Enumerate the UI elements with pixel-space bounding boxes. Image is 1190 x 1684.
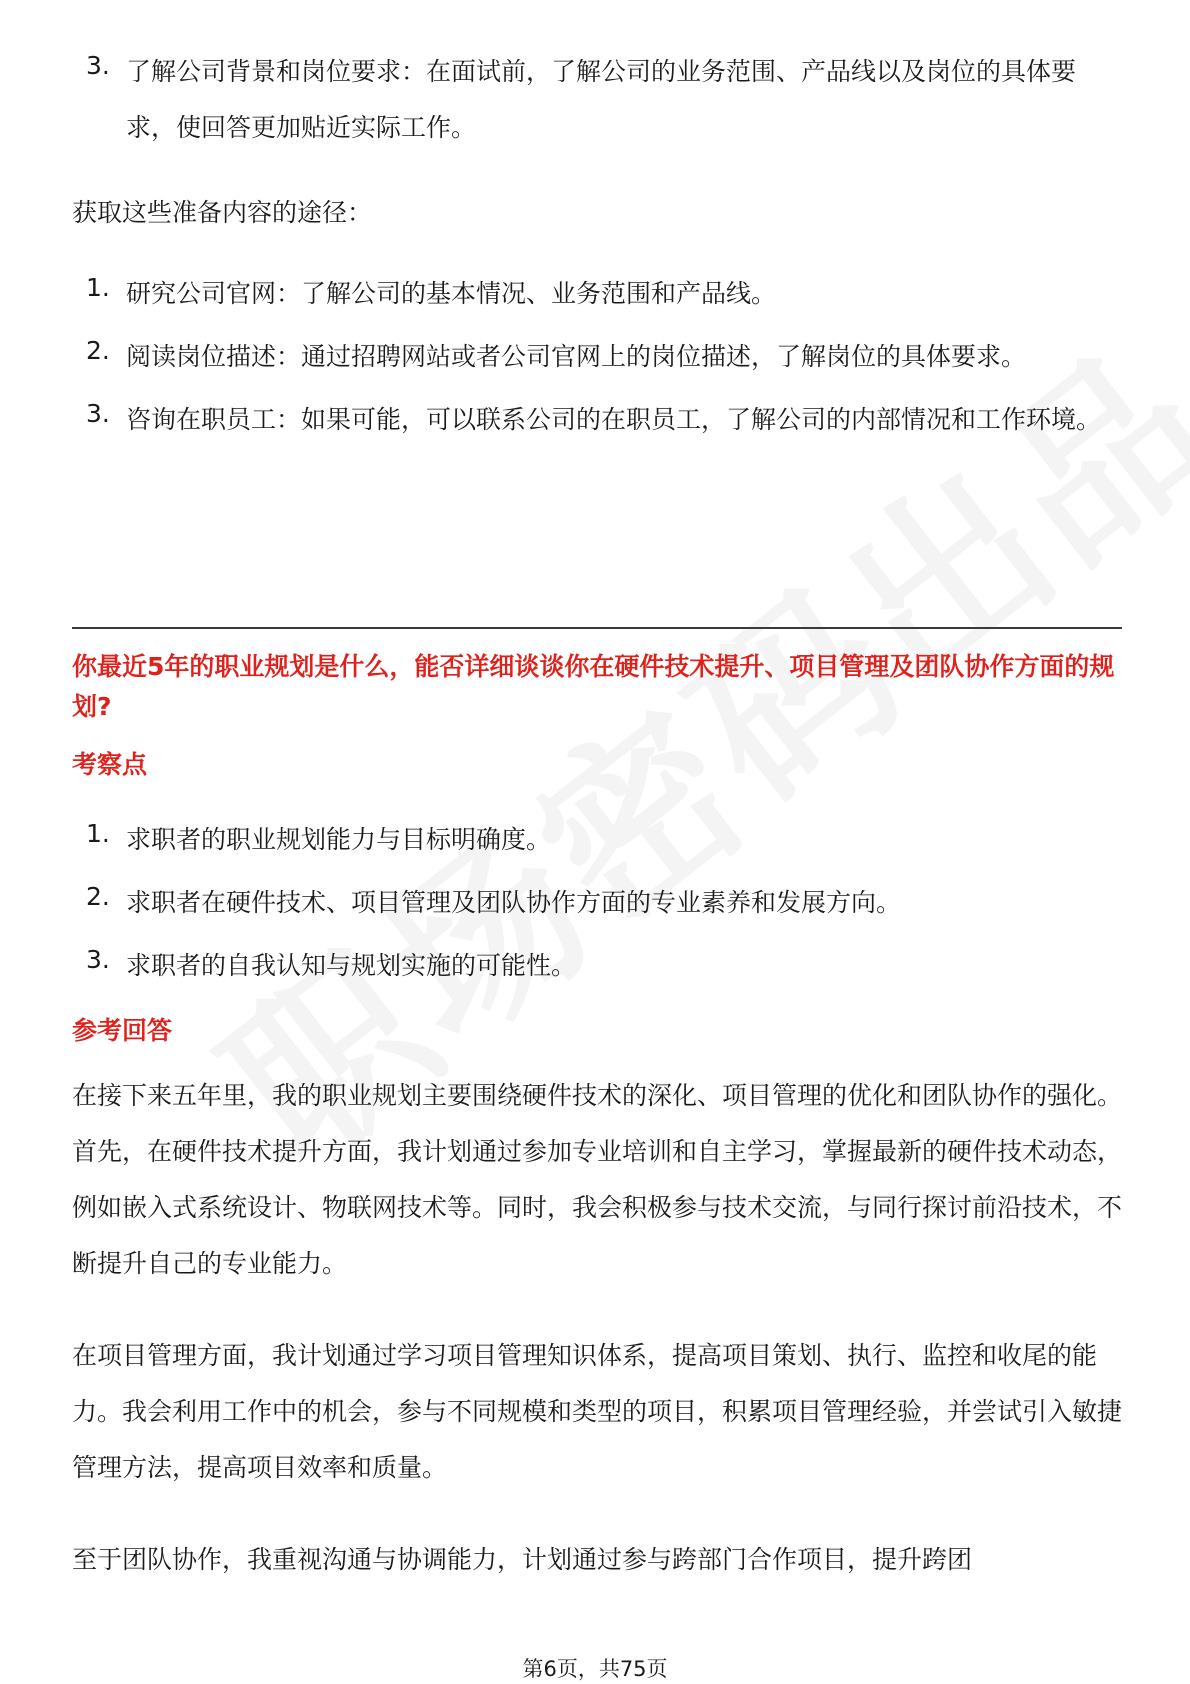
list-item xyxy=(72,266,1122,322)
list-item-text: 求职者的职业规划能力与目标明确度。 xyxy=(126,825,552,854)
prep-list xyxy=(72,50,1122,169)
list-item-text: 求职者的自我认知与规划实施的可能性。 xyxy=(126,951,577,980)
list-item-number: 3. xyxy=(86,945,110,974)
list-item xyxy=(72,812,1122,868)
list-item-text: 咨询在职员工：如果可能，可以联系公司的在职员工，了解公司的内部情况和工作环境。 xyxy=(126,405,1102,434)
list-item-text: 求职者在硬件技术、项目管理及团队协作方面的专业素养和发展方向。 xyxy=(126,888,902,917)
list-item-number: 1. xyxy=(86,273,110,302)
answer-paragraph: 在接下来五年里，我的职业规划主要围绕硬件技术的深化、项目管理的优化和团队协作的强化。首先，在硬件技术提升方面，我计划通过参加专业培训和自主学习，掌握最新的硬件技术动态，例如嵌入式系统设计、物联网技术等。同时，我会积极参与技术交流，与同行探讨前沿技术，不断提升自己的专业能力。 xyxy=(72,1081,1123,1278)
list-item-number: 2. xyxy=(86,882,110,911)
answer-paragraph: 至于团队协作，我重视沟通与协调能力，计划通过参与跨部门合作项目，提升跨团 xyxy=(72,1545,973,1574)
focus-heading: 考察点 xyxy=(72,750,148,779)
list-item-text: 阅读岗位描述：通过招聘网站或者公司官网上的岗位描述，了解岗位的具体要求。 xyxy=(126,342,1027,371)
list-item-number: 1. xyxy=(86,819,110,848)
list-item xyxy=(72,329,1122,385)
answer-heading: 参考回答 xyxy=(72,1016,173,1045)
list-item xyxy=(72,875,1122,931)
question-title: 你最近5年的职业规划是什么，能否详细谈谈你在硬件技术提升、项目管理及团队协作方面的规划? xyxy=(72,652,1115,721)
section-divider xyxy=(72,627,1122,629)
list-item-number: 2. xyxy=(86,336,110,365)
list-item xyxy=(72,44,1122,156)
list-item-text: 研究公司官网：了解公司的基本情况、业务范围和产品线。 xyxy=(126,279,777,308)
ways-list xyxy=(72,272,1122,461)
focus-list xyxy=(72,818,1122,1007)
answer-paragraph: 在项目管理方面，我计划通过学习项目管理知识体系，提高项目策划、执行、监控和收尾的能力。我会利用工作中的机会，参与不同规模和类型的项目，积累项目管理经验，并尝试引入敏捷管理方法，提高项目效率和质量。 xyxy=(72,1341,1123,1482)
list-item xyxy=(72,938,1122,994)
page-number: 第6页，共75页 xyxy=(522,1657,668,1681)
list-item-text: 了解公司背景和岗位要求：在面试前，了解公司的业务范围、产品线以及岗位的具体要求，使回答更加贴近实际工作。 xyxy=(126,57,1077,142)
list-item-number: 3. xyxy=(86,51,110,80)
ways-intro: 获取这些准备内容的途径： xyxy=(72,198,373,227)
list-item xyxy=(72,392,1122,448)
list-item-number: 3. xyxy=(86,399,110,428)
